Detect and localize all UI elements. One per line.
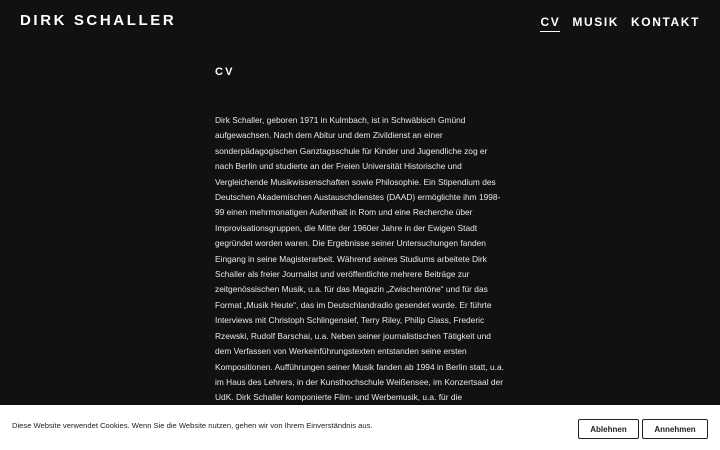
nav-item-kontakt[interactable]: KONTAKT bbox=[631, 15, 700, 29]
page-title: CV bbox=[215, 66, 235, 78]
nav-item-musik[interactable]: MUSIK bbox=[572, 15, 620, 29]
cv-body-text: Dirk Schaller, geboren 1971 in Kulmbach, ist in Schwäbisch Gmünd aufgewachsen. Nach dem Abitur und dem Zivildienst an einer sonderpädagogischen Ganztagsschule für Kinder und Jugendliche zog er nach Berlin und studierte an der Freien Universität Historische und Vergleichende Musikwissenschaften sowie Philosophie. Ein Stipendium des Deutschen Akademischen Austauschdienstes (DAAD) ermöglichte ihm 1998-99 einen mehrmonatigen Aufenthalt in Rom und eine Recherche über Improvisationsgruppen, die Mitte der 1960er Jahre in der Ewigen Stadt gegründet worden waren. Die Ergebnisse seiner Untersuchungen fanden Eingang in seine Magisterarbeit. Während seines Studiums arbeitete Dirk Schaller als freier Journalist und veröffentlichte mehrere Beiträge zur zeitgenössischen Musik, u.a. für das Magazin „Zwischentöne“ und für das Format „Musik Heute“, das im Deutschlandradio gesendet wurde. Er führte Interviews mit Christoph Schlingensief, Terry Riley, Philip Glass, Frederic Rzewski, Rudolf Barschai, u.a. Neben seiner journalistischen Tätigkeit und dem Verfassen von Werkeinführungstexten entstanden seine ersten Kompositionen. Aufführungen seiner Musik fanden ab 1994 in Berlin statt, u.a. im Haus des Lehrers, in der Kunsthochschule Weißensee, im Konzertsaal der UdK. Dirk Schaller komponierte Film- und Werbemusik, u.a. für die bbox=[215, 115, 504, 403]
accept-cookies-button[interactable]: Annehmen bbox=[642, 419, 708, 439]
main-content bbox=[215, 66, 507, 414]
cookie-banner bbox=[0, 405, 720, 450]
decline-cookies-button[interactable]: Ablehnen bbox=[578, 419, 639, 439]
main-nav bbox=[540, 15, 700, 32]
nav-item-cv[interactable]: CV bbox=[540, 15, 560, 32]
cookie-notice-text: Diese Website verwendet Cookies. Wenn Sie die Website nutzen, gehen wir von Ihrem Einverständnis aus. bbox=[12, 421, 373, 430]
site-header bbox=[0, 0, 720, 44]
site-logo[interactable]: DIRK SCHALLER bbox=[20, 12, 177, 29]
